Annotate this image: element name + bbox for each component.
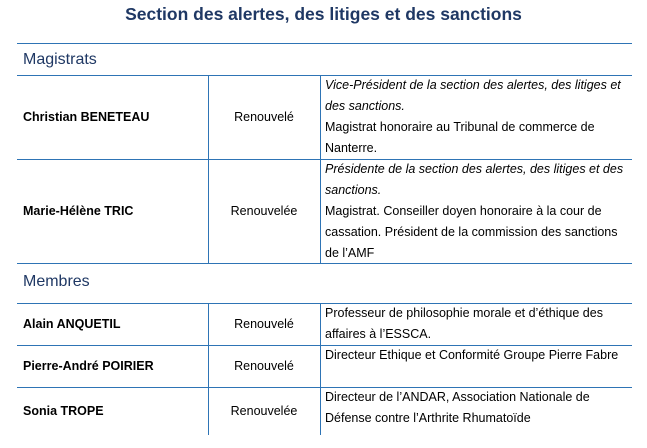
member-name: Christian BENETEAU — [23, 110, 150, 124]
member-name: Alain ANQUETIL — [23, 317, 121, 331]
member-status: Renouvelé — [234, 110, 294, 124]
member-name: Pierre-André POIRIER — [23, 359, 154, 373]
member-detail: Directeur Ethique et Conformité Groupe Pierre Fabre — [325, 348, 619, 362]
member-description — [325, 75, 632, 159]
member-name: Sonia TROPE — [23, 404, 104, 418]
table-row — [17, 75, 632, 159]
table-row — [17, 159, 632, 263]
member-role: Présidente de la section des alertes, des litiges et des sanctions. — [325, 162, 624, 197]
section-heading-membres: Membres — [23, 273, 90, 290]
table-row — [17, 345, 632, 387]
section-divider — [17, 263, 632, 264]
member-detail: Magistrat honoraire au Tribunal de commerce de Nanterre. — [325, 120, 595, 155]
table-row — [17, 303, 632, 345]
member-detail: Professeur de philosophie morale et d’éthique des affaires à l’ESSCA. — [325, 306, 603, 341]
member-description — [325, 345, 632, 366]
page-title: Section des alertes, des litiges et des sanctions — [125, 4, 522, 24]
member-status: Renouvelée — [230, 404, 298, 418]
member-description — [325, 387, 632, 429]
member-description — [325, 159, 632, 264]
member-name: Marie-Hélène TRIC — [23, 204, 134, 218]
member-status: Renouvelée — [230, 204, 298, 218]
member-role: Vice-Président de la section des alertes, des litiges et des sanctions. — [325, 78, 621, 113]
member-detail: Magistrat. Conseiller doyen honoraire à la cour de cassation. Président de la commission des sanctions de l’AMF — [325, 204, 618, 260]
section-heading-magistrats: Magistrats — [23, 51, 97, 68]
section-divider — [17, 43, 632, 44]
member-status: Renouvelé — [234, 317, 294, 331]
member-detail: Directeur de l’ANDAR, Association Nationale de Défense contre l’Arthrite Rhumatoïde — [325, 390, 590, 425]
table-row — [17, 387, 632, 435]
member-description — [325, 303, 632, 345]
member-status: Renouvelé — [234, 359, 294, 373]
